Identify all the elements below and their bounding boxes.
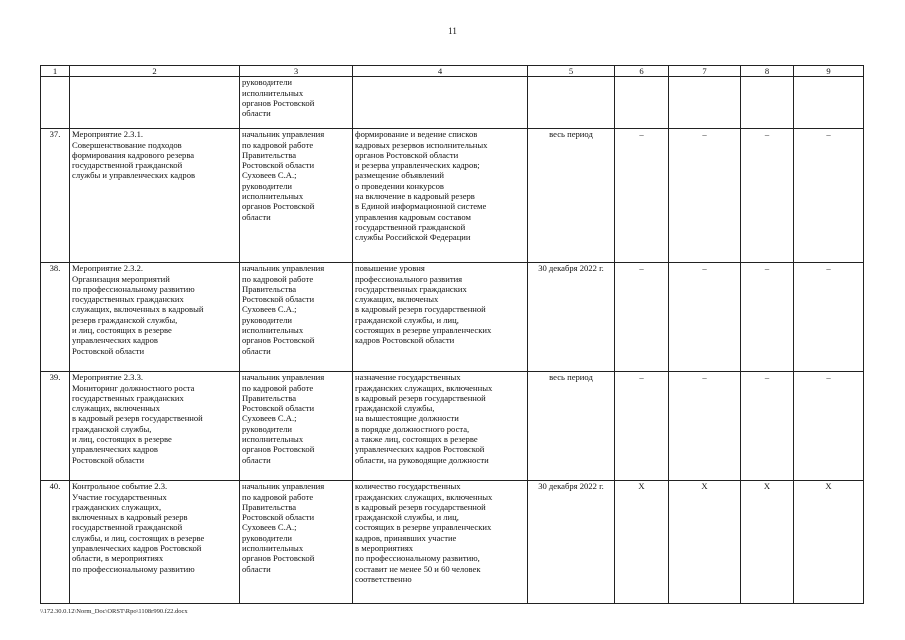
table-row: [41, 372, 864, 481]
plan-table: [40, 65, 864, 604]
table-row: [41, 129, 864, 263]
deadline-cell: 30 декабря 2022 г.: [528, 481, 615, 604]
cell-empty: [528, 77, 615, 129]
deadline-cell: весь период: [528, 129, 615, 263]
row-number: 38.: [41, 263, 70, 372]
row-number: 37.: [41, 129, 70, 263]
value-cell-7: –: [669, 263, 741, 372]
value-cell-6: –: [615, 263, 669, 372]
activity-cell: Мероприятие 2.3.1. Совершенствование подходов формирования кадрового резерва государственной гражданской службы и управленческих кадров: [70, 129, 240, 263]
activity-cell: Контрольное событие 2.3. Участие государственных гражданских служащих, включенных в кадровый резерв государственной гражданской службы, и лиц, состоящих в резерве управленческих кадров Ростовской области, в мероприятиях по профессиональному развитию: [70, 481, 240, 604]
cell-empty: [70, 77, 240, 129]
value-cell-8: –: [741, 372, 794, 481]
value-cell-6: X: [615, 481, 669, 604]
cell-empty: [353, 77, 528, 129]
column-header-9: 9: [794, 66, 864, 77]
cell-empty: [741, 77, 794, 129]
activity-cell: Мероприятие 2.3.3. Мониторинг должностного роста государственных гражданских служащих, включенных в кадровый резерв государственной гражданской службы, и лиц, состоящих в резерве управленческих кадров Ростовской области: [70, 372, 240, 481]
row-number: 39.: [41, 372, 70, 481]
column-header-4: 4: [353, 66, 528, 77]
value-cell-6: –: [615, 129, 669, 263]
value-cell-7: –: [669, 129, 741, 263]
cell-empty: [794, 77, 864, 129]
column-header-2: 2: [70, 66, 240, 77]
table-row: [41, 263, 864, 372]
responsible-cell: начальник управления по кадровой работе Правительства Ростовской области Суховеев С.А.; руководители исполнительных органов Ростовской области: [240, 481, 353, 604]
value-cell-7: –: [669, 372, 741, 481]
column-header-1: 1: [41, 66, 70, 77]
responsible-cell: руководители исполнительных органов Ростовской области: [240, 77, 353, 129]
page-number: 11: [448, 26, 457, 36]
deadline-cell: 30 декабря 2022 г.: [528, 263, 615, 372]
responsible-cell: начальник управления по кадровой работе Правительства Ростовской области Суховеев С.А.; руководители исполнительных органов Ростовской области: [240, 372, 353, 481]
result-cell: назначение государственных гражданских служащих, включенных в кадровый резерв государственной гражданской службы, на вышестоящие должности в порядке должностного роста, а также лиц, состоящих в резерве управленческих кадров Ростовской области, на руководящие должности: [353, 372, 528, 481]
result-cell: повышение уровня профессионального развития государственных гражданских служащих, включеных в кадровый резерв государственной гражданской службы, и лиц, состоящих в резерве управленческих кадров Ростовской области: [353, 263, 528, 372]
file-path-footer: \\172.30.0.12\Norm_Doc\ORST\Rpo\1108r990.f22.docx: [40, 608, 188, 615]
column-header-8: 8: [741, 66, 794, 77]
responsible-cell: начальник управления по кадровой работе Правительства Ростовской области Суховеев С.А.; руководители исполнительных органов Ростовской области: [240, 129, 353, 263]
value-cell-7: X: [669, 481, 741, 604]
column-number-row: [41, 66, 864, 77]
result-cell: формирование и ведение списков кадровых резервов исполнительных органов Ростовской области и резерва управленческих кадров; размещение объявлений о проведении конкурсов на включение в кадровый резерв в Единой информационной системе управления кадровым составом государственной гражданской службы Российской Федерации: [353, 129, 528, 263]
responsible-cell: начальник управления по кадровой работе Правительства Ростовской области Суховеев С.А.; руководители исполнительных органов Ростовской области: [240, 263, 353, 372]
cell-empty: [41, 77, 70, 129]
value-cell-9: –: [794, 372, 864, 481]
deadline-cell: весь период: [528, 372, 615, 481]
column-header-3: 3: [240, 66, 353, 77]
value-cell-6: –: [615, 372, 669, 481]
cell-empty: [615, 77, 669, 129]
activity-cell: Мероприятие 2.3.2. Организация мероприятий по профессиональному развитию государственных гражданских служащих, включенных в кадровый резерв гражданской службы, и лиц, состоящих в резерве управленческих кадров Ростовской области: [70, 263, 240, 372]
value-cell-8: –: [741, 263, 794, 372]
column-header-5: 5: [528, 66, 615, 77]
value-cell-9: –: [794, 129, 864, 263]
column-header-6: 6: [615, 66, 669, 77]
table-row: [41, 481, 864, 604]
value-cell-8: –: [741, 129, 794, 263]
value-cell-9: –: [794, 263, 864, 372]
continuation-row: [41, 77, 864, 129]
row-number: 40.: [41, 481, 70, 604]
column-header-7: 7: [669, 66, 741, 77]
result-cell: количество государственных гражданских служащих, включенных в кадровый резерв государственной гражданской службы, и лиц, состоящих в резерве управленческих кадров, принявших участие в мероприятиях по профессиональному развитию, составит не менее 50 и 60 человек соответственно: [353, 481, 528, 604]
value-cell-8: X: [741, 481, 794, 604]
value-cell-9: X: [794, 481, 864, 604]
cell-empty: [669, 77, 741, 129]
